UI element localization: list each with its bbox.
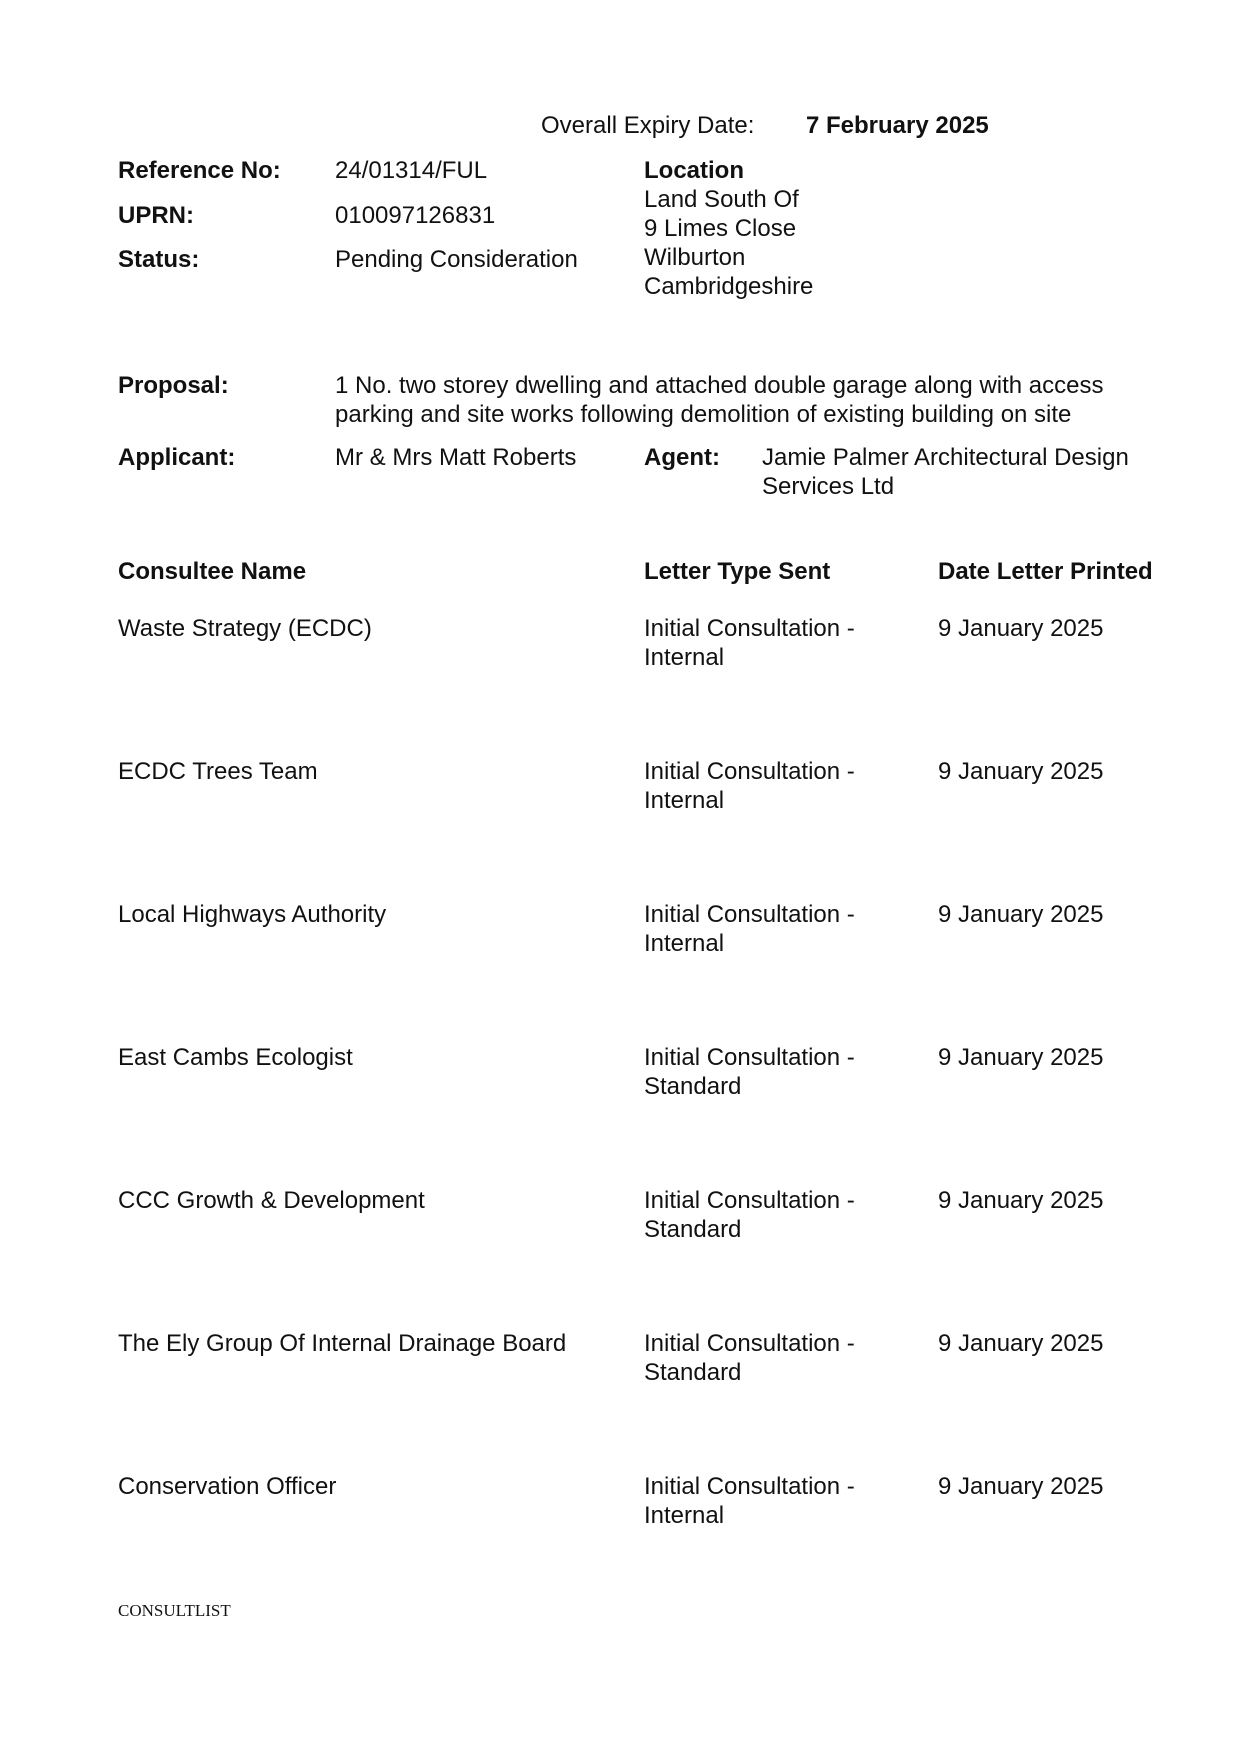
location-line: Wilburton <box>644 244 746 271</box>
applicant-label: Applicant: <box>118 444 236 471</box>
proposal-label: Proposal: <box>118 372 229 399</box>
consultee-name: Local Highways Authority <box>118 901 387 928</box>
letter-type-line: Initial Consultation - <box>644 901 855 928</box>
agent-line: Services Ltd <box>762 473 895 500</box>
location-label: Location <box>644 157 744 184</box>
agent-label: Agent: <box>644 444 720 471</box>
footer-code: CONSULTLIST <box>118 1601 231 1620</box>
expiry-date: 7 February 2025 <box>806 112 989 139</box>
letter-type <box>644 614 855 672</box>
letter-date: 9 January 2025 <box>938 1330 1104 1357</box>
letter-type <box>644 900 855 958</box>
proposal-text <box>335 371 1103 429</box>
letter-type-line: Internal <box>644 787 725 814</box>
location-line: 9 Limes Close <box>644 215 797 242</box>
letter-type-line: Standard <box>644 1359 742 1386</box>
letter-type-line: Standard <box>644 1216 742 1243</box>
consultee-name: Conservation Officer <box>118 1473 337 1500</box>
location-line: Cambridgeshire <box>644 273 814 300</box>
letter-type <box>644 757 855 815</box>
letter-date: 9 January 2025 <box>938 758 1104 785</box>
letter-type-line: Internal <box>644 1502 725 1529</box>
proposal-line: 1 No. two storey dwelling and attached double garage along with access <box>335 372 1104 399</box>
reference-value: 24/01314/FUL <box>335 157 488 184</box>
location-address <box>644 185 813 301</box>
column-header-letter-type: Letter Type Sent <box>644 558 831 585</box>
proposal-line: parking and site works following demolition of existing building on site <box>335 401 1072 428</box>
letter-type <box>644 1186 855 1244</box>
letter-type <box>644 1043 855 1101</box>
applicant-value: Mr & Mrs Matt Roberts <box>335 444 577 471</box>
consultee-name: Waste Strategy (ECDC) <box>118 615 372 642</box>
letter-type <box>644 1472 855 1530</box>
reference-label: Reference No: <box>118 157 281 184</box>
letter-date: 9 January 2025 <box>938 901 1104 928</box>
uprn-value: 010097126831 <box>335 202 496 229</box>
agent-line: Jamie Palmer Architectural Design <box>762 444 1129 471</box>
letter-date: 9 January 2025 <box>938 615 1104 642</box>
consultee-name: The Ely Group Of Internal Drainage Board <box>118 1330 567 1357</box>
status-label: Status: <box>118 246 200 273</box>
letter-date: 9 January 2025 <box>938 1187 1104 1214</box>
letter-type-line: Internal <box>644 644 725 671</box>
letter-type <box>644 1329 855 1387</box>
letter-type-line: Initial Consultation - <box>644 1473 855 1500</box>
column-header-date: Date Letter Printed <box>938 558 1153 585</box>
letter-date: 9 January 2025 <box>938 1473 1104 1500</box>
column-header-consultee: Consultee Name <box>118 558 307 585</box>
consultee-name: CCC Growth & Development <box>118 1187 425 1214</box>
location-line: Land South Of <box>644 186 799 213</box>
status-value: Pending Consideration <box>335 246 578 273</box>
letter-type-line: Initial Consultation - <box>644 758 855 785</box>
letter-type-line: Standard <box>644 1073 742 1100</box>
consultee-name: East Cambs Ecologist <box>118 1044 353 1071</box>
letter-type-line: Initial Consultation - <box>644 1187 855 1214</box>
consultee-name: ECDC Trees Team <box>118 758 318 785</box>
uprn-label: UPRN: <box>118 202 194 229</box>
letter-type-line: Internal <box>644 930 725 957</box>
expiry-label: Overall Expiry Date: <box>541 112 755 139</box>
agent-value <box>762 443 1129 501</box>
letter-type-line: Initial Consultation - <box>644 1330 855 1357</box>
letter-type-line: Initial Consultation - <box>644 1044 855 1071</box>
letter-type-line: Initial Consultation - <box>644 615 855 642</box>
letter-date: 9 January 2025 <box>938 1044 1104 1071</box>
